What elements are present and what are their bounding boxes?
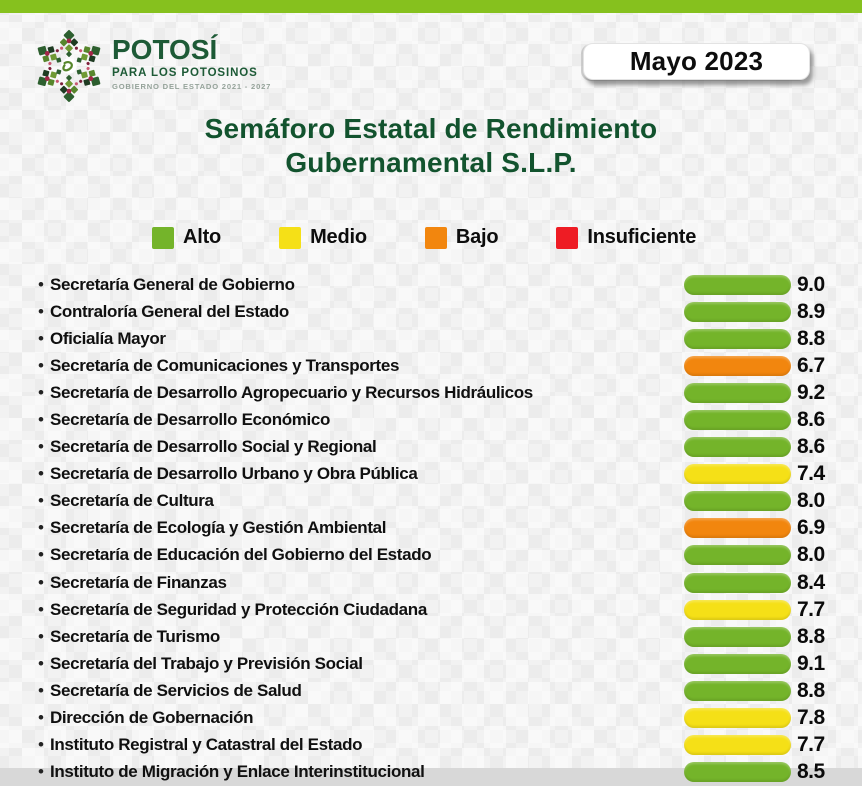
bullet-icon: • [38,355,44,375]
score-value: 9.2 [797,380,825,404]
table-row [0,623,862,650]
score-pill [684,627,791,647]
bullet-icon: • [38,599,44,619]
page-title [0,112,862,180]
dependency-name: Secretaría de Ecología y Gestión Ambiental [50,518,387,538]
table-row [0,596,862,623]
dependency-name: Secretaría de Cultura [50,491,214,511]
score-value: 8.4 [797,570,825,594]
table-row [0,325,862,352]
score-pill [684,464,791,484]
dependency-name: Contraloría General del Estado [50,301,289,321]
table-row [0,488,862,515]
bullet-icon: • [38,734,44,754]
score-pill [684,437,791,457]
performance-list [0,271,862,786]
score-value: 7.7 [797,733,825,757]
bullet-icon: • [38,409,44,429]
table-row [0,271,862,298]
score-pill [684,573,791,593]
potosi-emblem-icon [32,26,106,106]
table-row [0,434,862,461]
table-row [0,542,862,569]
table-row [0,759,862,786]
top-accent-bar [0,0,862,13]
dependency-name: Secretaría de Desarrollo Agropecuario y Recursos Hidráulicos [50,382,533,402]
legend-label: Bajo [455,226,499,248]
score-value: 8.5 [797,760,825,784]
dependency-name: Secretaría de Desarrollo Urbano y Obra Pública [50,464,418,484]
dependency-name: Dirección de Gobernación [50,708,254,728]
legend-color-swatch [152,227,174,249]
dependency-name: Secretaría de Finanzas [50,572,227,592]
legend-item [152,226,221,249]
score-value: 8.8 [797,326,825,350]
table-row [0,379,862,406]
score-value: 6.9 [797,516,825,540]
logo-tagline: GOBIERNO DEL ESTADO 2021 - 2027 [112,82,272,91]
score-pill [684,518,791,538]
legend-color-swatch [425,227,447,249]
score-pill [684,735,791,755]
table-row [0,406,862,433]
bullet-icon: • [38,382,44,402]
table-row [0,461,862,488]
table-row [0,569,862,596]
dependency-name: Secretaría del Trabajo y Previsión Social [50,653,363,673]
legend-color-swatch [556,227,578,249]
score-value: 7.8 [797,706,825,730]
logo-subtitle: PARA LOS POTOSINOS [112,67,258,79]
dependency-name: Secretaría de Comunicaciones y Transportes [50,355,400,375]
bullet-icon: • [38,680,44,700]
score-pill [684,410,791,430]
dependency-name: Oficialía Mayor [50,328,166,348]
table-row [0,650,862,677]
score-value: 7.4 [797,462,825,486]
score-pill [684,491,791,511]
table-row [0,705,862,732]
legend [152,226,696,249]
dependency-name: Secretaría de Seguridad y Protección Ciudadana [50,599,427,619]
bullet-icon: • [38,572,44,592]
logo-text [112,24,271,91]
score-pill [684,762,791,782]
score-pill [684,545,791,565]
legend-label: Alto [183,226,222,248]
table-row [0,677,862,704]
dependency-name: Secretaría General de Gobierno [50,274,295,294]
score-value: 8.6 [797,408,825,432]
legend-item [279,226,367,249]
score-pill [684,681,791,701]
dependency-name: Instituto Registral y Catastral del Estado [50,735,363,755]
score-pill [684,708,791,728]
score-pill [684,654,791,674]
score-value: 9.0 [797,272,825,296]
bullet-icon: • [38,491,44,511]
legend-item [425,226,499,249]
score-pill [684,356,791,376]
score-value: 8.6 [797,435,825,459]
score-value: 6.7 [797,353,825,377]
bullet-icon: • [38,518,44,538]
bullet-icon: • [38,626,44,646]
legend-color-swatch [279,227,301,249]
score-value: 7.7 [797,597,825,621]
dependency-name: Secretaría de Servicios de Salud [50,680,302,700]
legend-label: Insuficiente [587,226,697,248]
score-value: 8.8 [797,678,825,702]
bullet-icon: • [38,274,44,294]
score-value: 9.1 [797,651,825,675]
bullet-icon: • [38,436,44,456]
legend-item [556,226,696,249]
score-value: 8.8 [797,624,825,648]
bullet-icon: • [38,328,44,348]
page-title-line1: Semáforo Estatal de Rendimiento [204,113,658,144]
bullet-icon: • [38,707,44,727]
score-value: 8.9 [797,299,825,323]
table-row [0,515,862,542]
dependency-name: Secretaría de Educación del Gobierno del Estado [50,545,432,565]
bullet-icon: • [38,464,44,484]
bullet-icon: • [38,545,44,565]
page-title-line2: Gubernamental S.L.P. [285,147,577,178]
dependency-name: Secretaría de Desarrollo Social y Regional [50,437,377,457]
bullet-icon: • [38,301,44,321]
score-pill [684,600,791,620]
table-row [0,352,862,379]
table-row [0,732,862,759]
dependency-name: Secretaría de Turismo [50,626,220,646]
potosi-logo [32,24,271,106]
logo-wordmark: POTOSÍ [112,34,218,65]
bullet-icon: • [38,762,44,782]
score-value: 8.0 [797,543,825,567]
score-pill [684,302,791,322]
score-pill [684,275,791,295]
dependency-name: Secretaría de Desarrollo Económico [50,410,331,430]
legend-label: Medio [310,226,367,248]
bullet-icon: • [38,653,44,673]
dependency-name: Instituto de Migración y Enlace Interinstitucional [50,762,425,782]
period-badge [583,43,810,80]
period-badge-label: Mayo 2023 [629,46,764,76]
score-pill [684,383,791,403]
score-pill [684,329,791,349]
score-value: 8.0 [797,489,825,513]
table-row [0,298,862,325]
